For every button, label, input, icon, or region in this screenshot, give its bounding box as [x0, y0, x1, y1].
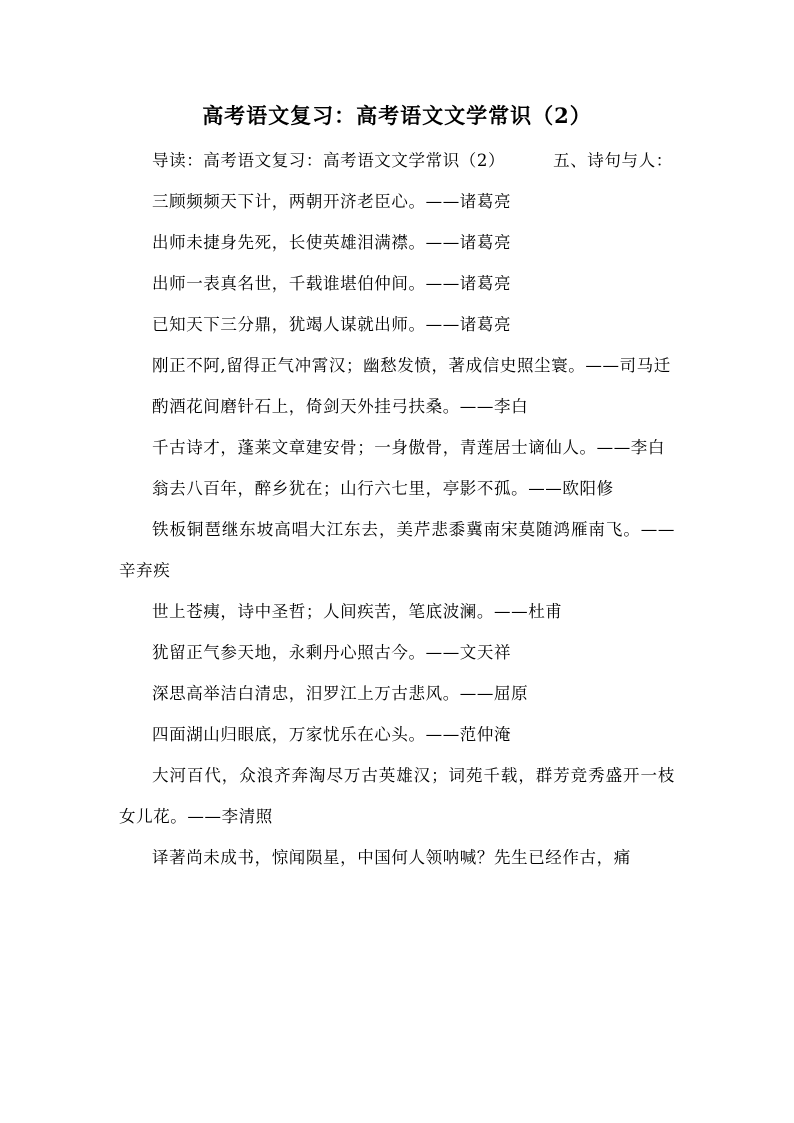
poem-line: 刚正不阿,留得正气冲霄汉；幽愁发愤，著成信史照尘寰。——司马迁: [152, 356, 671, 375]
poem-line: 译著尚未成书，惊闻陨星，中国何人领呐喊？先生已经作古，痛: [152, 848, 631, 867]
poem-line: 大河百代，众浪齐奔淘尽万古英雄汉；词苑千载，群芳竞秀盛开一枝女儿花。——李清照: [119, 766, 675, 826]
intro-paragraph: [119, 140, 675, 181]
poem-line: 千古诗才，蓬莱文章建安骨；一身傲骨，青莲居士谪仙人。——李白: [152, 438, 665, 457]
intro-lead: 导读：高考语文复习：高考语文文学常识（2）: [152, 151, 506, 170]
poem-line: 出师一表真名世，千载谁堪伯仲间。——诸葛亮: [152, 274, 512, 293]
poem-line: 犹留正气参天地，永剩丹心照古今。——文天祥: [152, 643, 512, 662]
poem-line: 三顾频频天下计，两朝开济老臣心。——诸葛亮: [152, 192, 512, 211]
poem-line: 已知天下三分鼎，犹竭人谋就出师。——诸葛亮: [152, 315, 512, 334]
poem-line: 出师未捷身先死，长使英雄泪满襟。——诸葛亮: [152, 233, 512, 252]
document-body: [119, 140, 675, 878]
poem-line: 酌酒花间磨针石上，倚剑天外挂弓扶桑。——李白: [152, 397, 529, 416]
page-title: 高考语文复习：高考语文文学常识（2）: [202, 103, 592, 128]
intro-rest: 五、诗句与人：: [553, 151, 673, 170]
poem-line: 深思高举洁白清忠，汨罗江上万古悲风。——屈原: [152, 684, 529, 703]
poem-line: 世上苍痍，诗中圣哲；人间疾苦，笔底波澜。——杜甫: [152, 602, 563, 621]
poem-line: 翁去八百年，醉乡犹在；山行六七里，亭影不孤。——欧阳修: [152, 479, 614, 498]
poem-line: 四面湖山归眼底，万家忧乐在心头。——范仲淹: [152, 725, 512, 744]
poem-line: 铁板铜琶继东坡高唱大江东去，美芹悲黍冀南宋莫随鸿雁南飞。——辛弃疾: [119, 520, 675, 580]
